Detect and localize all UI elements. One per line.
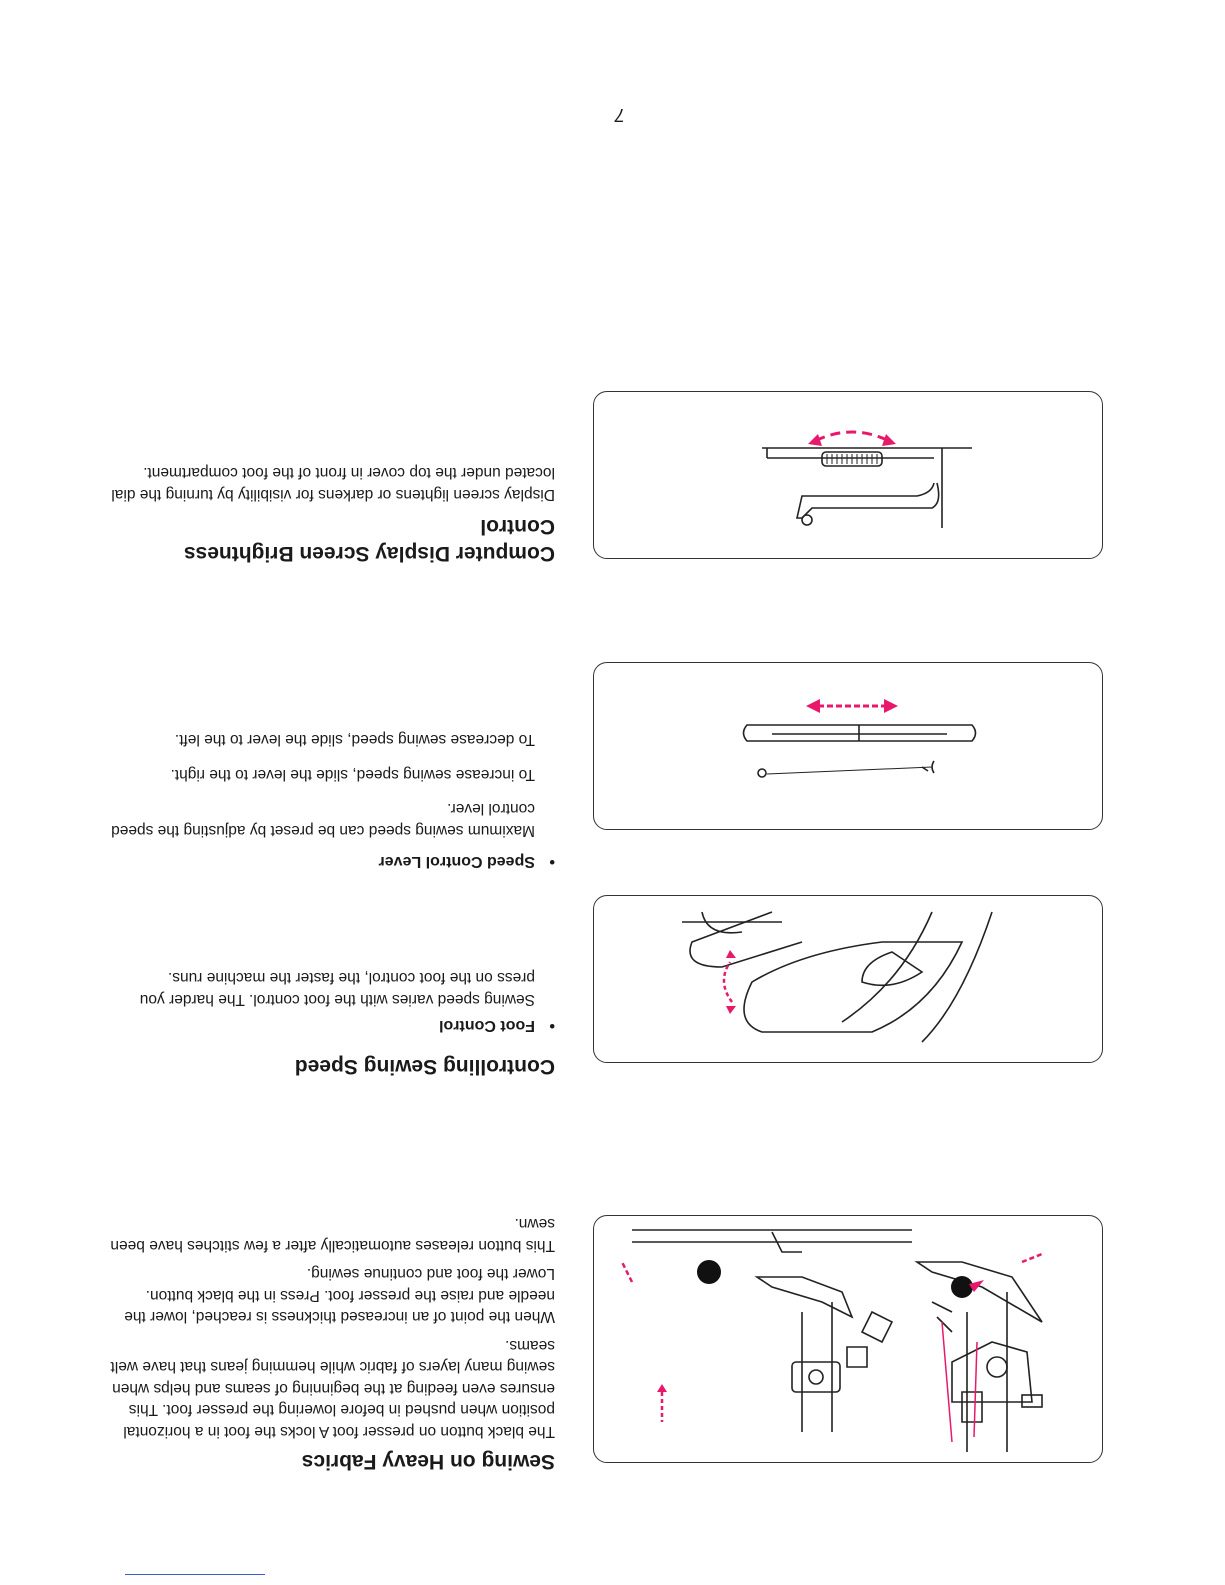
brightness-text: Display screen lightens or darkens for visibility by turning the dial located under the top cover in front of the foot compartment. xyxy=(111,464,555,503)
brightness-section xyxy=(105,462,555,567)
foot-control-figure xyxy=(593,895,1103,1063)
heavy-fabrics-section xyxy=(105,1213,555,1475)
brightness-dial-figure xyxy=(593,391,1103,559)
foot-control-illustration xyxy=(594,896,1102,1062)
bullet-icon: • xyxy=(549,1017,555,1034)
heavy-fabrics-para-2: When the point of an increased thickness is reached, lower the needle and raise the presser foot. Press in the black button. Lower the foot and continue sewing. xyxy=(124,1265,555,1326)
speed-lever-heading: •Speed Control Lever xyxy=(378,853,555,870)
brightness-title: Computer Display Screen Brightness Control xyxy=(183,515,555,565)
brightness-dial-illustration xyxy=(594,392,1102,558)
speed-lever-text-3: To decrease sewing speed, slide the lever to the left. xyxy=(174,731,535,749)
speed-lever-text-1: Maximum sewing speed can be preset by adjusting the speed control lever. xyxy=(111,800,535,839)
presser-foot-figure xyxy=(593,1215,1103,1463)
presser-foot-illustration xyxy=(594,1216,1102,1462)
speed-lever-illustration xyxy=(594,663,1102,829)
heavy-fabrics-title: Sewing on Heavy Fabrics xyxy=(301,1450,555,1473)
foot-control-heading: •Foot Control xyxy=(439,1017,555,1034)
speed-lever-figure xyxy=(593,662,1103,830)
heavy-fabrics-para-3: This button releases automatically after a few stitches have been sewn. xyxy=(110,1215,555,1254)
foot-control-text: Sewing speed varies with the foot control. The harder you press on the foot control, the faster the machine runs. xyxy=(139,969,535,1008)
page-number: 7 xyxy=(614,105,625,125)
speed-lever-text-2: To increase sewing speed, slide the lever to the right. xyxy=(170,766,535,783)
sewing-speed-section xyxy=(105,729,555,1080)
decorative-underline xyxy=(125,1574,265,1575)
sewing-speed-title: Controlling Sewing Speed xyxy=(294,1055,555,1078)
bullet-icon: • xyxy=(549,853,555,870)
heavy-fabrics-para-1: The black button on presser foot A locks the foot in a horizontal position when pushed in before lowering the presser foot. This ensures even feeding at the beginning of seams and helps when sewing many layers of fabric while hemming jeans that have welt seams. xyxy=(110,1337,555,1440)
